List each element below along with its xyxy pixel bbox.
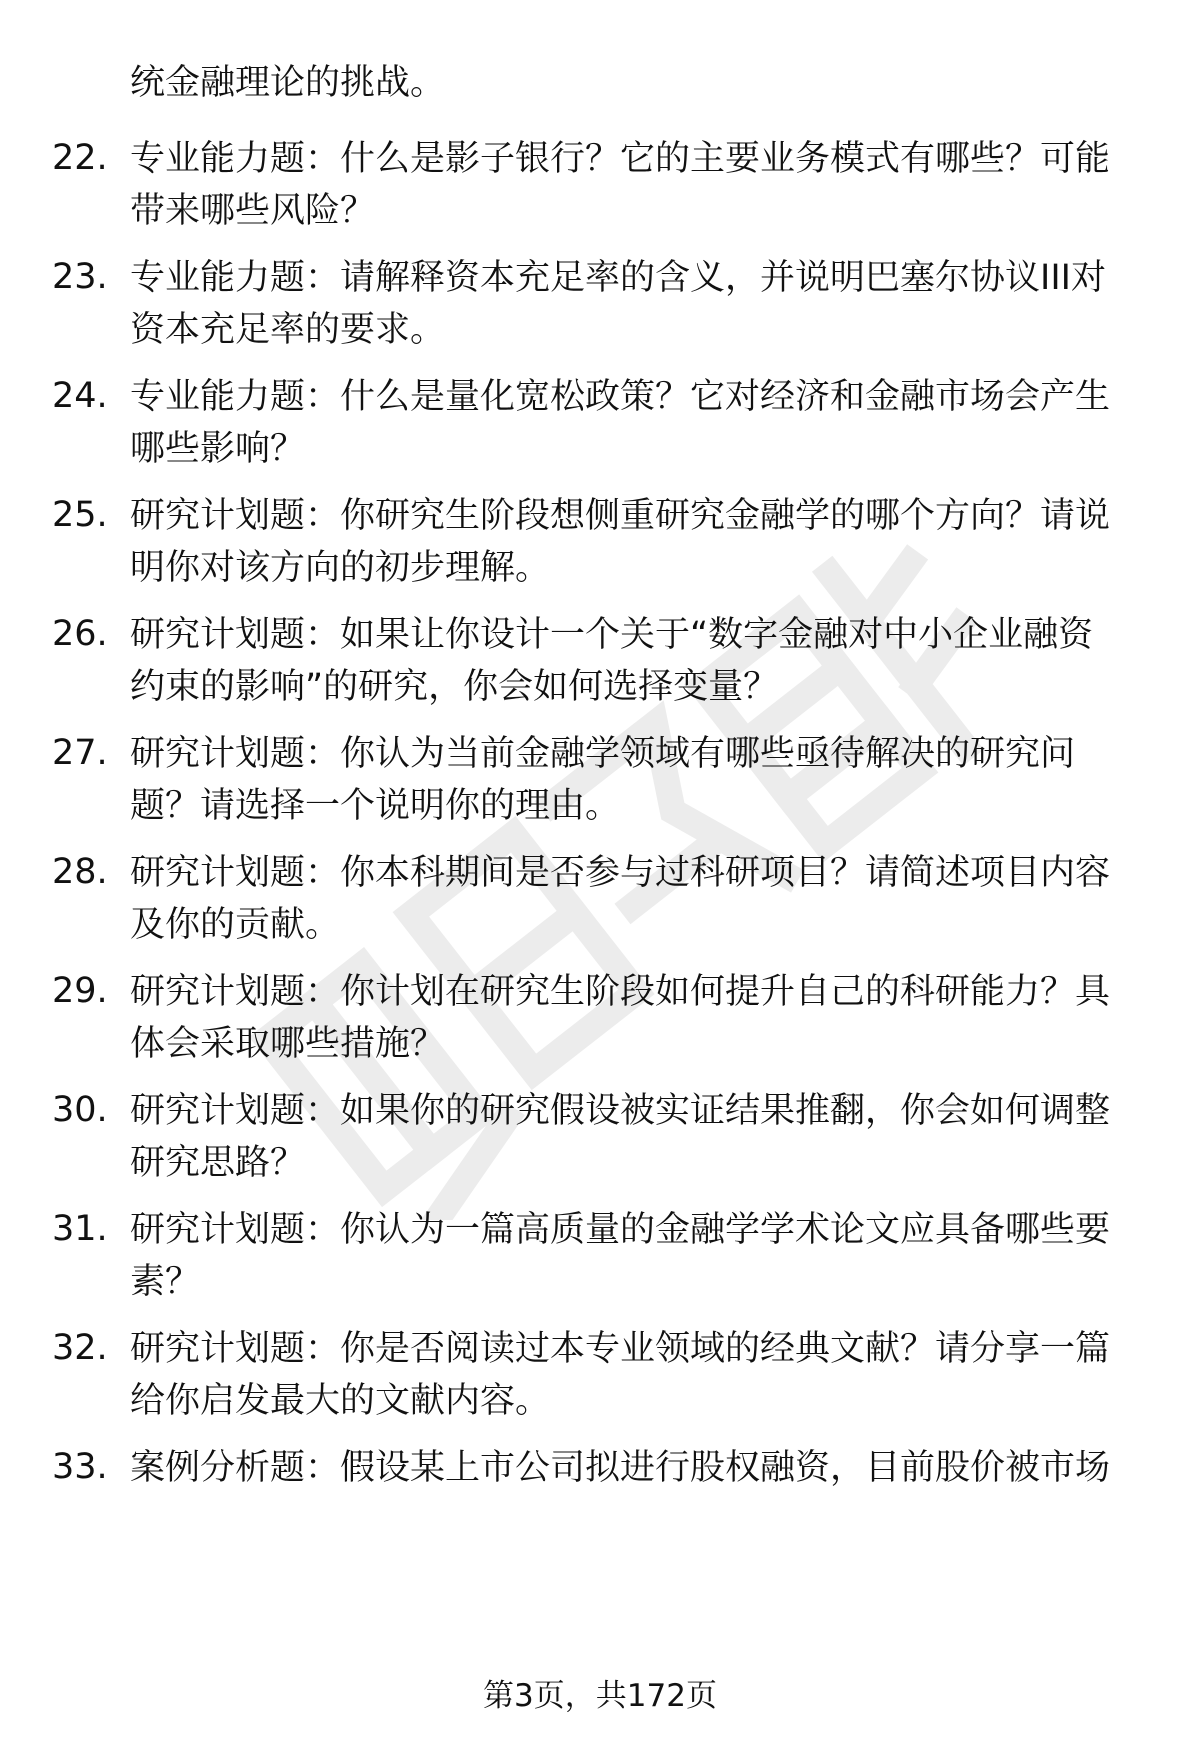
item-text	[130, 1442, 1140, 1494]
item-text-line: 研究计划题：你是否阅读过本专业领域的经典文献？请分享一篇	[130, 1329, 1111, 1369]
item-text-line: 体会采取哪些措施？	[130, 1024, 446, 1064]
item-text-line: 及你的贡献。	[130, 905, 341, 945]
item-text-line: 专业能力题：请解释资本充足率的含义，并说明巴塞尔协议III对	[130, 258, 1106, 298]
item-text-line: 哪些影响？	[130, 429, 306, 469]
item-number: 25.	[52, 495, 108, 535]
item-text-line: 给你启发最大的文献内容。	[130, 1381, 551, 1421]
item-text	[130, 609, 1140, 713]
page-footer: 第3页，共172页	[483, 1678, 717, 1714]
item-number: 27.	[52, 733, 108, 773]
item-text	[130, 1204, 1140, 1308]
item-number: 26.	[52, 614, 108, 654]
item-text-line: 研究计划题：你本科期间是否参与过科研项目？请简述项目内容	[130, 853, 1111, 893]
item-text-line: 题？请选择一个说明你的理由。	[130, 786, 621, 826]
item-text-line: 专业能力题：什么是量化宽松政策？它对经济和金融市场会产生	[130, 377, 1111, 417]
item-text-line: 研究计划题：你计划在研究生阶段如何提升自己的科研能力？具	[130, 972, 1111, 1012]
item-text	[130, 252, 1140, 356]
item-text-line: 素？	[130, 1262, 201, 1302]
item-text-line: 研究计划题：如果让你设计一个关于“数字金融对中小企业融资	[130, 615, 1094, 655]
item-text	[130, 966, 1140, 1070]
item-text-line: 研究计划题：你认为当前金融学领域有哪些亟待解决的研究问	[130, 734, 1076, 774]
item-text-line: 案例分析题：假设某上市公司拟进行股权融资，目前股价被市场	[130, 1448, 1111, 1488]
item-text-line: 约束的影响”的研究，你会如何选择变量？	[130, 667, 779, 707]
item-number: 23.	[52, 257, 108, 297]
continued-text: 统金融理论的挑战。	[130, 63, 446, 103]
item-text	[130, 490, 1140, 594]
item-number: 24.	[52, 376, 108, 416]
item-text	[130, 847, 1140, 951]
item-number: 33.	[52, 1447, 108, 1487]
item-number: 32.	[52, 1328, 108, 1368]
item-text	[130, 1323, 1140, 1427]
item-text	[130, 133, 1140, 237]
item-text-line: 资本充足率的要求。	[130, 310, 446, 350]
item-text	[130, 371, 1140, 475]
item-text-line: 带来哪些风险？	[130, 191, 376, 231]
item-number: 30.	[52, 1090, 108, 1130]
item-text	[130, 1085, 1140, 1189]
item-number: 28.	[52, 852, 108, 892]
item-number: 31.	[52, 1209, 108, 1249]
item-number: 29.	[52, 971, 108, 1011]
item-text-line: 专业能力题：什么是影子银行？它的主要业务模式有哪些？可能	[130, 139, 1111, 179]
item-text-line: 研究计划题：你研究生阶段想侧重研究金融学的哪个方向？请说	[130, 496, 1111, 536]
item-number: 22.	[52, 138, 108, 178]
item-text-line: 研究思路？	[130, 1143, 306, 1183]
item-text-line: 研究计划题：如果你的研究假设被实证结果推翻，你会如何调整	[130, 1091, 1111, 1131]
item-text	[130, 728, 1140, 832]
item-text-line: 明你对该方向的初步理解。	[130, 548, 551, 588]
item-text-line: 研究计划题：你认为一篇高质量的金融学学术论文应具备哪些要	[130, 1210, 1111, 1250]
